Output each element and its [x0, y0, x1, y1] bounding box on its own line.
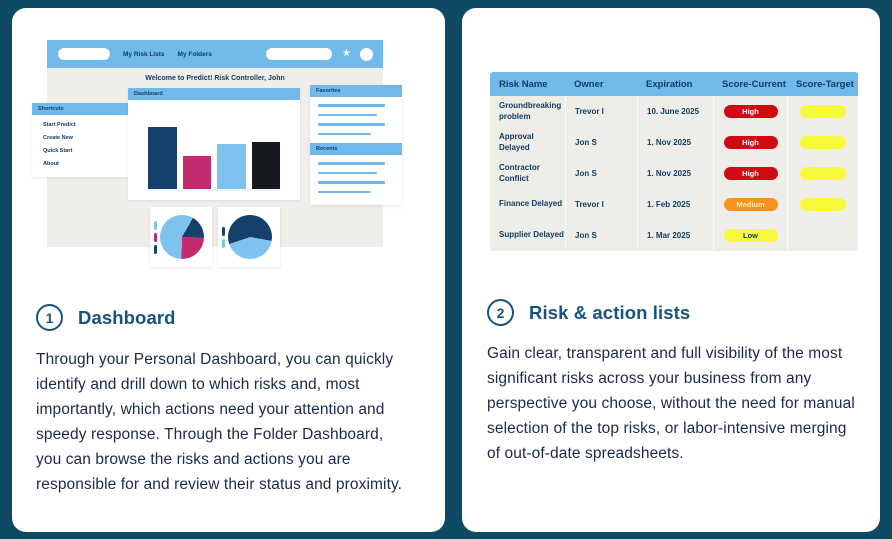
search-input-placeholder	[266, 48, 332, 60]
cell-expiration: 1. Mar 2025	[647, 231, 691, 240]
shortcut-start-predict: Start Predict	[43, 122, 76, 128]
shortcuts-panel	[32, 103, 136, 177]
table-row	[490, 189, 858, 220]
feature-card-dashboard	[12, 8, 445, 532]
pie-legend-2	[218, 227, 228, 248]
bar-magenta	[183, 156, 212, 189]
cell-owner: Jon S	[575, 231, 597, 240]
logo-placeholder	[58, 48, 110, 60]
step-number-badge: 2	[487, 299, 514, 326]
cell-owner: Jon S	[575, 138, 597, 147]
pie-legend-1	[150, 221, 160, 254]
cell-owner: Jon S	[575, 169, 597, 178]
shortcuts-header: Shortcuts	[32, 103, 136, 115]
score-target-badge	[800, 198, 846, 211]
score-current-badge: Medium	[724, 198, 778, 211]
section-heading: Risk & action lists	[529, 301, 691, 323]
favorites-lines	[310, 97, 402, 135]
score-current-badge: Low	[724, 229, 778, 242]
step-number-badge: 1	[36, 304, 63, 331]
col-risk-name: Risk Name	[499, 78, 548, 90]
cell-risk-name: Finance Delayed	[499, 199, 563, 209]
col-score-target: Score-Target	[796, 78, 854, 90]
bar-light-blue	[217, 144, 246, 189]
table-row	[490, 96, 858, 127]
bar-black	[252, 142, 281, 189]
section-paragraph: Gain clear, transparent and full visibility of the most significant risks across your business from any perspective you choose, without the need for manual selection of the top risks, or labor-intensive merging of out-of-date spreadsheets.	[487, 345, 855, 462]
pie-chart-card-1	[150, 207, 212, 267]
recents-lines	[310, 155, 402, 193]
step-header-1	[36, 304, 176, 331]
col-owner: Owner	[574, 78, 604, 90]
table-header-row	[490, 72, 858, 96]
shortcut-quick-start: Quick Start	[43, 148, 73, 154]
shortcut-create-new: Create New	[43, 135, 73, 141]
recents-panel	[310, 143, 402, 205]
score-current-badge: High	[724, 167, 778, 180]
col-expiration: Expiration	[646, 78, 693, 90]
cell-risk-name: Supplier Delayed	[499, 230, 564, 240]
step-header-2	[487, 299, 690, 326]
bar-chart	[148, 127, 280, 191]
score-target-badge	[800, 136, 846, 149]
feature-card-risk-lists	[462, 8, 880, 532]
shortcut-about: About	[43, 161, 59, 167]
cell-owner: Trevor I	[575, 200, 604, 209]
score-target-badge	[800, 105, 846, 118]
cell-risk-name: Contractor Conflict	[499, 163, 540, 183]
cell-risk-name: Approval Delayed	[499, 132, 534, 152]
score-current-badge: High	[724, 105, 778, 118]
section-heading: Dashboard	[78, 306, 176, 328]
cell-owner: Trevor I	[575, 107, 604, 116]
avatar	[360, 48, 373, 61]
cell-expiration: 1. Nov 2025	[647, 138, 692, 147]
cell-risk-name: Groundbreaking problem	[499, 101, 562, 121]
star-icon: ★	[342, 48, 351, 59]
nav-item-my-folders: My Folders	[177, 50, 212, 58]
welcome-title: Welcome to Predict! Risk Controller, John	[145, 75, 285, 82]
col-score-current: Score-Current	[722, 78, 786, 90]
score-current-badge: High	[724, 136, 778, 149]
dashboard-widget	[128, 88, 300, 200]
cell-expiration: 1. Feb 2025	[647, 200, 691, 209]
bar-navy	[148, 127, 177, 189]
nav-item-my-risk-lists: My Risk Lists	[123, 50, 165, 58]
cell-expiration: 1. Nov 2025	[647, 169, 692, 178]
score-target-badge	[800, 167, 846, 180]
mock-browser-navbar	[47, 40, 383, 68]
pie-chart-card-2	[218, 207, 280, 267]
recents-header: Recents	[310, 143, 402, 155]
dashboard-widget-header: Dashboard	[128, 88, 300, 100]
table-row	[490, 158, 858, 189]
table-row	[490, 220, 858, 251]
section-paragraph: Through your Personal Dashboard, you can quickly identify and drill down to which risks and, most importantly, which actions need your attention and speedy response. Through the Folder Dashboard, you can browse the risks and actions you are responsible for and review their status and proximity.	[36, 351, 403, 493]
favorites-header: Favorites	[310, 85, 402, 97]
table-row	[490, 127, 858, 158]
risk-table	[490, 72, 858, 251]
pie-chart-1	[160, 215, 204, 259]
cell-expiration: 10. June 2025	[647, 107, 700, 116]
pie-chart-2	[228, 215, 272, 259]
favorites-panel	[310, 85, 402, 151]
